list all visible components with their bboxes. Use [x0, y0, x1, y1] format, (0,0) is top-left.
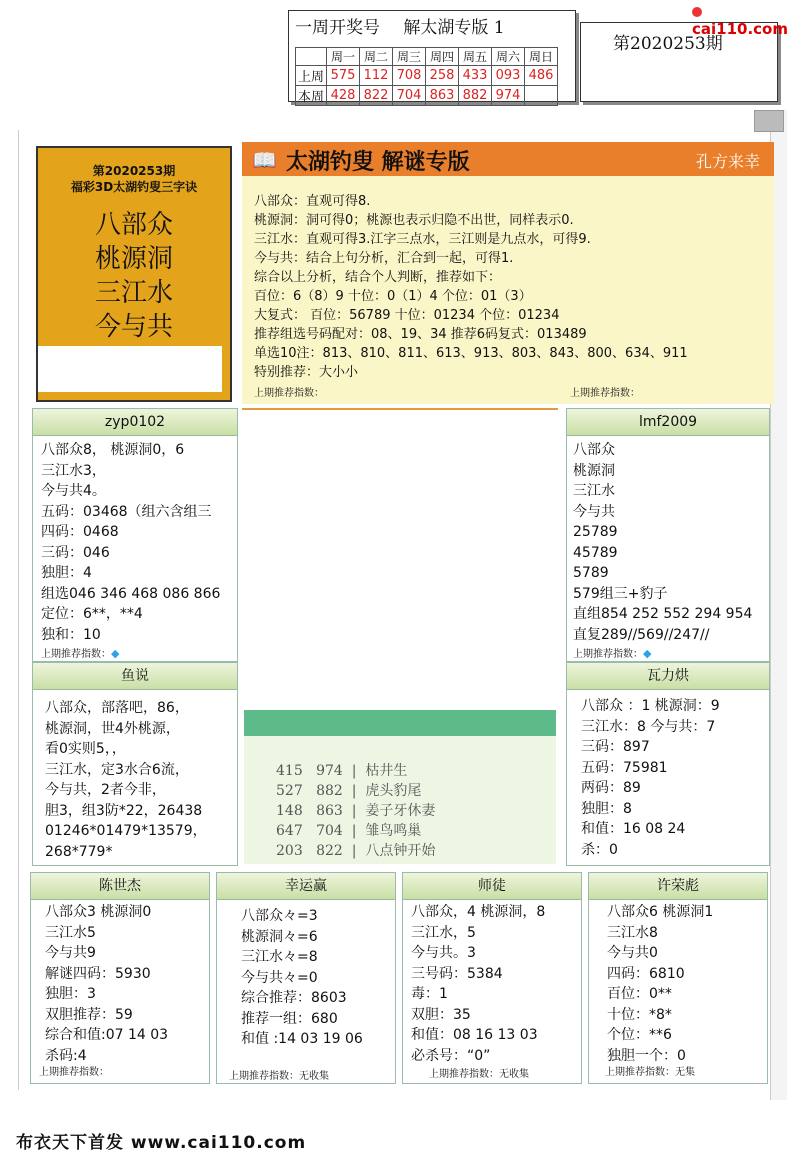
riddle-poster	[36, 146, 232, 402]
draw-number	[525, 86, 558, 106]
history-draw: 974	[316, 763, 343, 779]
analysis-line: 百位：6（8）9 十位：0（1）4 个位：01（3）	[254, 289, 532, 304]
tip-line: 独和：10	[41, 626, 101, 643]
tip-line: 独胆：4	[41, 565, 92, 581]
history-list	[244, 736, 556, 864]
draw-number: 575	[327, 66, 360, 86]
tip-line: 四码：0468	[41, 524, 119, 540]
tip-line: 八部众3 桃源洞0	[45, 904, 152, 920]
tip-line: 三江水3，	[41, 462, 106, 479]
day-header: 周日	[525, 48, 558, 66]
tip-line: 今与共，2者今非，	[45, 782, 166, 798]
draw-number: 822	[360, 86, 393, 106]
history-riddle: 虎头豹尾	[365, 783, 422, 799]
draw-grid	[295, 47, 558, 106]
scrollbar-thumb[interactable]	[754, 110, 784, 132]
poster-subtitle: 福彩3D太湖钓叟三字诀	[70, 180, 198, 194]
tip-line: 毒：1	[411, 986, 448, 1002]
corner-cell	[296, 48, 327, 66]
tip-line: 和值：16 08 24	[581, 821, 686, 837]
tip-line: 独胆：8	[581, 800, 632, 817]
history-draw: 822	[316, 843, 343, 859]
tip-line: 五码：03468（组六含组三	[41, 503, 212, 520]
footer-credit: 布衣天下首发 www.cai110.com	[16, 1133, 307, 1153]
tip-line: 综合推荐：8603	[241, 990, 347, 1006]
logo-text: cai110.com	[692, 20, 788, 38]
center-divider	[242, 408, 558, 410]
tip-line: 45789	[573, 544, 618, 561]
tip-line: 今与共	[573, 503, 615, 520]
main-analysis	[242, 176, 774, 404]
list-item: 415 974 | 枯井生	[276, 763, 408, 779]
site-logo[interactable]	[692, 2, 800, 38]
analysis-line: 特别推荐：大小小	[254, 365, 359, 380]
tip-line: 三江水：8 今与共：7	[581, 718, 716, 735]
expert-name: zyp0102	[33, 409, 237, 436]
main-author: 孔方来幸	[695, 152, 760, 171]
tip-line: 桃源洞	[573, 462, 615, 479]
diamond-icon: ◆	[643, 647, 652, 660]
poster-verse: 三江水	[94, 278, 173, 308]
expert-name: 许荣彪	[589, 873, 767, 900]
tip-line: 解谜四码：5930	[45, 965, 151, 982]
rating-label: 上期推荐指数：无收集	[429, 1069, 529, 1080]
tip-line: 579组三+豹子	[573, 585, 668, 602]
history-riddle: 八点钟开始	[365, 843, 436, 859]
analysis-line: 推荐组选号码配对：08、19、34 推荐6码复式：013489	[254, 327, 587, 342]
expert-box-shitu	[402, 872, 582, 1084]
expert-box-chenshijie	[30, 872, 210, 1084]
tip-line: 杀：0	[581, 841, 618, 858]
tip-line: 八部众，4 桃源洞，8	[411, 904, 546, 920]
tip-line: 百位：0**	[607, 986, 672, 1002]
draw-number: 704	[393, 86, 426, 106]
expert-name: lmf2009	[567, 409, 769, 436]
rating-row	[573, 645, 769, 660]
rating-label: 上期推荐指数：无收集	[229, 1071, 329, 1082]
tip-line: 三江水々=8	[241, 949, 318, 965]
tip-line: 八部众6 桃源洞1	[607, 904, 714, 920]
tip-line: 三江水5	[45, 924, 96, 941]
tip-line: 定位：6**，**4	[41, 606, 143, 622]
tip-line: 八部众8， 桃源洞0，6	[41, 442, 185, 458]
analysis-line: 桃源洞：洞可得0；桃源也表示归隐不出世，同样表示0.	[254, 213, 574, 228]
tip-line: 双胆推荐：59	[45, 1006, 133, 1023]
expert-box-xingyunying	[216, 872, 396, 1084]
draw-number: 112	[360, 66, 393, 86]
rating-label: 上期推荐指数：	[570, 388, 640, 399]
day-header: 周三	[393, 48, 426, 66]
draw-number: 433	[459, 66, 492, 86]
table-row	[296, 86, 558, 106]
tip-line: 个位：**6	[607, 1027, 672, 1043]
tip-line: 直复289//569//247//	[573, 626, 710, 643]
tip-line: 三江水，定3水合6流，	[45, 761, 189, 778]
draw-number: 708	[393, 66, 426, 86]
tip-line: 必杀号：“0”	[411, 1047, 491, 1064]
list-item: 203 822 | 八点钟开始	[276, 843, 436, 859]
tip-line: 25789	[573, 524, 618, 540]
tip-line: 看0实则5，，	[45, 741, 126, 757]
row-label: 本周	[296, 86, 327, 106]
tip-line: 三码：046	[41, 544, 110, 561]
tip-line: 八部众	[573, 442, 615, 458]
tip-line: 四码：6810	[607, 965, 685, 982]
draw-number: 093	[492, 66, 525, 86]
tip-line: 和值 :14 03 19 06	[241, 1031, 363, 1047]
expert-name: 陈世杰	[31, 873, 209, 900]
rating-row	[41, 645, 237, 660]
logo-dot-icon	[692, 7, 702, 17]
table-row	[296, 66, 558, 86]
weekly-draw-table	[288, 10, 576, 105]
tip-line: 三江水，5	[411, 924, 476, 941]
rating-label: 上期推荐指数：	[573, 649, 643, 660]
tip-line: 三号码：5384	[411, 965, 503, 982]
draw-number: 882	[459, 86, 492, 106]
analysis-line: 大复式： 百位：56789 十位：01234 个位：01234	[254, 308, 560, 323]
history-draw: 863	[316, 803, 343, 819]
tip-line: 今与共9	[45, 945, 96, 961]
tip-line: 今与共0	[607, 945, 658, 961]
analysis-line: 三江水：直观可得3.江字三点水，三江则是九点水，可得9.	[254, 232, 591, 247]
tip-line: 十位：*8*	[607, 1006, 672, 1023]
history-code: 203	[276, 843, 303, 859]
tip-line: 五码：75981	[581, 759, 668, 776]
expert-box-zyp0102	[32, 408, 238, 662]
draw-number: 974	[492, 86, 525, 106]
history-riddle: 雏鸟鸣巢	[365, 823, 422, 839]
period-number: 第2020253期	[613, 34, 723, 54]
draw-number: 486	[525, 66, 558, 86]
tip-line: 桃源洞，世4外桃源，	[45, 720, 180, 737]
tip-line: 和值：08 16 13 03	[411, 1027, 538, 1043]
tip-line: 直组854 252 552 294 954	[573, 606, 753, 622]
tip-line: 八部众 ：1 桃源洞：9	[581, 698, 720, 714]
weekly-draw-title	[289, 11, 581, 45]
history-code: 647	[276, 823, 303, 839]
main-title: 太湖钓叟 解谜专版	[286, 149, 470, 175]
expert-name: 瓦力烘	[567, 663, 769, 690]
list-item: 647 704 | 雏鸟鸣巢	[276, 823, 422, 839]
expert-box-walihong	[566, 662, 770, 866]
draw-number: 428	[327, 86, 360, 106]
tip-line: 八部众，部落吧，86，	[45, 700, 189, 716]
day-header: 周一	[327, 48, 360, 66]
list-item: 527 882 | 虎头豹尾	[276, 783, 422, 799]
analysis-line: 今与共：结合上句分析，汇合到一起，可得1.	[254, 251, 514, 266]
expert-name: 鱼说	[33, 663, 237, 690]
poster-blank-area	[38, 346, 222, 392]
tip-line: 综合和值:07 14 03	[45, 1027, 169, 1043]
tip-line: 独胆：3	[45, 986, 96, 1002]
draw-number: 863	[426, 86, 459, 106]
expert-name: 幸运赢	[217, 873, 395, 900]
analysis-line: 单选10注：813、810、811、613、913、803、843、800、634、911	[254, 346, 688, 361]
row-label: 上周	[296, 66, 327, 86]
tip-line: 268*779*	[45, 843, 113, 860]
page-frame-left	[6, 130, 19, 1090]
tip-line: 三江水8	[607, 924, 658, 941]
tip-line: 三码：897	[581, 739, 650, 755]
main-header	[242, 142, 774, 176]
history-riddle: 姜子牙休妻	[365, 803, 436, 819]
history-code: 415	[276, 763, 303, 779]
history-code: 527	[276, 783, 303, 799]
tip-line: 01246*01479*13579，	[45, 823, 207, 839]
diamond-icon: ◆	[111, 647, 120, 660]
day-header: 周六	[492, 48, 525, 66]
poster-verse: 桃源洞	[94, 244, 173, 274]
day-header: 周五	[459, 48, 492, 66]
tip-line: 5789	[573, 565, 609, 581]
tip-line: 今与共々=0	[241, 969, 318, 986]
list-item: 148 863 | 姜子牙休妻	[276, 803, 436, 819]
tip-line: 独胆一个：0	[607, 1047, 686, 1064]
rating-label: 上期推荐指数：	[41, 649, 111, 660]
analysis-line: 八部众：直观可得8.	[254, 194, 371, 209]
history-code: 148	[276, 803, 303, 819]
tip-line: 三江水	[573, 483, 615, 499]
book-icon: 📖	[252, 148, 277, 172]
center-banner	[244, 710, 556, 736]
day-header: 周二	[360, 48, 393, 66]
day-header: 周四	[426, 48, 459, 66]
expert-box-yushuo	[32, 662, 238, 866]
tip-line: 桃源洞々=6	[241, 928, 318, 945]
tip-line: 今与共。3	[411, 945, 476, 961]
tip-line: 组选046 346 468 086 866	[41, 585, 221, 602]
edition-label: 解太湖专版 1	[403, 18, 505, 38]
expert-box-xurongbiao	[588, 872, 768, 1084]
rating-label: 上期推荐指数：无集	[605, 1067, 695, 1078]
history-draw: 704	[316, 823, 343, 839]
poster-verse: 今与共	[94, 312, 173, 342]
poster-period: 第2020253期	[92, 164, 176, 178]
tip-line: 今与共4。	[41, 483, 106, 499]
weekly-draw-heading: 一周开奖号	[295, 18, 380, 38]
tip-line: 八部众々=3	[241, 908, 318, 924]
expert-name: 师徒	[403, 873, 581, 900]
analysis-line: 综合以上分析，结合个人判断，推荐如下：	[254, 270, 502, 285]
tip-line: 胆3，组3防*22，26438	[45, 802, 203, 819]
poster-verse: 八部众	[94, 210, 173, 240]
tip-line: 推荐一组：680	[241, 1010, 338, 1027]
rating-label: 上期推荐指数：	[254, 388, 324, 399]
tip-line: 双胆：35	[411, 1006, 471, 1023]
expert-box-lmf2009	[566, 408, 770, 662]
draw-number: 258	[426, 66, 459, 86]
rating-label: 上期推荐指数：	[39, 1067, 109, 1078]
history-riddle: 枯井生	[365, 763, 408, 779]
tip-line: 两码：89	[581, 780, 641, 796]
tip-line: 杀码:4	[45, 1047, 87, 1064]
history-draw: 882	[316, 783, 343, 799]
